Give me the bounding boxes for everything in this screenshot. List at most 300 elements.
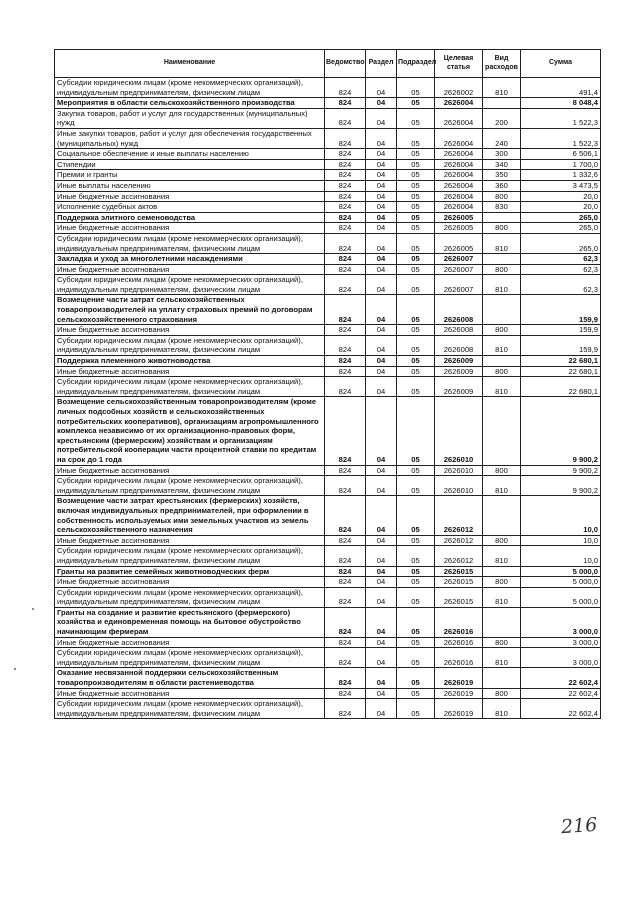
- cell-subsection: 05: [397, 377, 435, 397]
- table-row: [55, 295, 601, 325]
- cell-target: 2626019: [435, 668, 483, 688]
- cell-subsection: 05: [397, 264, 435, 275]
- table-row: [55, 212, 601, 223]
- header-section: Раздел: [366, 50, 397, 78]
- cell-sum: 62,3: [521, 264, 601, 275]
- cell-subsection: 05: [397, 465, 435, 476]
- cell-name: Иные бюджетные ассигнования: [55, 688, 325, 699]
- cell-name: Субсидии юридическим лицам (кроме некоммерческих организаций), индивидуальным предпринимателям, физическим лицам: [55, 233, 325, 253]
- cell-subsection: 05: [397, 397, 435, 465]
- cell-subsection: 05: [397, 233, 435, 253]
- cell-sum: 5 000,0: [521, 566, 601, 577]
- cell-sum: 5 000,0: [521, 577, 601, 588]
- cell-section: 04: [366, 496, 397, 535]
- cell-name: Субсидии юридическим лицам (кроме некоммерческих организаций), индивидуальным предпринимателям, физическим лицам: [55, 275, 325, 295]
- cell-dept: 824: [325, 191, 366, 202]
- cell-name: Премии и гранты: [55, 170, 325, 181]
- table-row: [55, 264, 601, 275]
- cell-subsection: 05: [397, 78, 435, 98]
- cell-dept: 824: [325, 637, 366, 648]
- cell-section: 04: [366, 78, 397, 98]
- cell-section: 04: [366, 577, 397, 588]
- cell-sum: 1 700,0: [521, 159, 601, 170]
- cell-type: 810: [483, 648, 521, 668]
- cell-target: 2626012: [435, 546, 483, 566]
- cell-section: 04: [366, 688, 397, 699]
- cell-sum: 10,0: [521, 546, 601, 566]
- cell-subsection: 05: [397, 699, 435, 719]
- scan-speck: [14, 668, 16, 670]
- cell-section: 04: [366, 170, 397, 181]
- cell-sum: 265,0: [521, 233, 601, 253]
- cell-target: 2626010: [435, 397, 483, 465]
- cell-sum: 22 680,1: [521, 377, 601, 397]
- cell-section: 04: [366, 566, 397, 577]
- cell-sum: 6 506,1: [521, 149, 601, 160]
- table-row: [55, 546, 601, 566]
- cell-name: Субсидии юридическим лицам (кроме некоммерческих организаций), индивидуальным предпринимателям, физическим лицам: [55, 587, 325, 607]
- cell-section: 04: [366, 668, 397, 688]
- cell-target: 2626019: [435, 699, 483, 719]
- cell-sum: 265,0: [521, 223, 601, 234]
- table-row: [55, 254, 601, 265]
- cell-dept: 824: [325, 465, 366, 476]
- header-sum: Сумма: [521, 50, 601, 78]
- cell-target: 2626007: [435, 254, 483, 265]
- cell-dept: 824: [325, 180, 366, 191]
- cell-section: 04: [366, 128, 397, 148]
- cell-dept: 824: [325, 108, 366, 128]
- cell-sum: 1 332,6: [521, 170, 601, 181]
- cell-target: 2626010: [435, 465, 483, 476]
- cell-sum: 3 000,0: [521, 607, 601, 637]
- cell-dept: 824: [325, 397, 366, 465]
- cell-type: [483, 607, 521, 637]
- cell-section: 04: [366, 275, 397, 295]
- cell-dept: 824: [325, 648, 366, 668]
- cell-dept: 824: [325, 607, 366, 637]
- page-number-handwritten: 216: [560, 813, 598, 839]
- table-row: [55, 688, 601, 699]
- cell-section: 04: [366, 366, 397, 377]
- cell-dept: 824: [325, 356, 366, 367]
- cell-section: 04: [366, 587, 397, 607]
- cell-subsection: 05: [397, 366, 435, 377]
- cell-name: Иные бюджетные ассигнования: [55, 191, 325, 202]
- cell-subsection: 05: [397, 325, 435, 336]
- table-row: [55, 577, 601, 588]
- cell-section: 04: [366, 108, 397, 128]
- cell-name: Иные выплаты населению: [55, 180, 325, 191]
- cell-name: Закладка и уход за многолетними насаждениями: [55, 254, 325, 265]
- cell-sum: 265,0: [521, 212, 601, 223]
- cell-sum: 62,3: [521, 275, 601, 295]
- cell-sum: 10,0: [521, 496, 601, 535]
- cell-dept: 824: [325, 366, 366, 377]
- cell-target: 2626004: [435, 170, 483, 181]
- cell-dept: 824: [325, 295, 366, 325]
- table-row: [55, 356, 601, 367]
- cell-name: Поддержка племенного животноводства: [55, 356, 325, 367]
- cell-sum: 22 602,4: [521, 688, 601, 699]
- table-row: [55, 108, 601, 128]
- table-row: [55, 397, 601, 465]
- cell-dept: 824: [325, 212, 366, 223]
- cell-section: 04: [366, 648, 397, 668]
- cell-type: 810: [483, 546, 521, 566]
- cell-target: 2626015: [435, 577, 483, 588]
- cell-section: 04: [366, 699, 397, 719]
- cell-section: 04: [366, 535, 397, 546]
- table-row: [55, 202, 601, 213]
- cell-dept: 824: [325, 546, 366, 566]
- cell-target: 2626012: [435, 535, 483, 546]
- cell-dept: 824: [325, 476, 366, 496]
- cell-dept: 824: [325, 275, 366, 295]
- table-row: [55, 325, 601, 336]
- table-row: [55, 699, 601, 719]
- cell-sum: 5 000,0: [521, 587, 601, 607]
- cell-name: Социальное обеспечение и иные выплаты населению: [55, 149, 325, 160]
- cell-dept: 824: [325, 202, 366, 213]
- cell-type: 800: [483, 191, 521, 202]
- cell-type: 810: [483, 699, 521, 719]
- cell-name: Исполнение судебных актов: [55, 202, 325, 213]
- cell-type: 800: [483, 223, 521, 234]
- cell-name: Субсидии юридическим лицам (кроме некоммерческих организаций), индивидуальным предпринимателям, физическим лицам: [55, 648, 325, 668]
- cell-type: [483, 397, 521, 465]
- table-row: [55, 366, 601, 377]
- cell-type: [483, 356, 521, 367]
- cell-type: 810: [483, 233, 521, 253]
- table-row: [55, 476, 601, 496]
- cell-type: 200: [483, 108, 521, 128]
- cell-dept: 824: [325, 688, 366, 699]
- cell-subsection: 05: [397, 128, 435, 148]
- cell-target: 2626009: [435, 377, 483, 397]
- cell-target: 2626004: [435, 108, 483, 128]
- cell-name: Иные закупки товаров, работ и услуг для обеспечения государственных (муниципальных) нужд: [55, 128, 325, 148]
- cell-subsection: 05: [397, 149, 435, 160]
- cell-subsection: 05: [397, 637, 435, 648]
- cell-sum: 1 522,3: [521, 108, 601, 128]
- cell-dept: 824: [325, 335, 366, 355]
- cell-sum: 3 000,0: [521, 648, 601, 668]
- cell-section: 04: [366, 159, 397, 170]
- cell-dept: 824: [325, 98, 366, 109]
- cell-type: 800: [483, 325, 521, 336]
- cell-section: 04: [366, 180, 397, 191]
- table-row: [55, 149, 601, 160]
- cell-type: 810: [483, 476, 521, 496]
- table-row: [55, 465, 601, 476]
- cell-type: 810: [483, 275, 521, 295]
- cell-target: 2626004: [435, 159, 483, 170]
- cell-target: 2626008: [435, 335, 483, 355]
- cell-target: 2626016: [435, 637, 483, 648]
- cell-type: 800: [483, 688, 521, 699]
- cell-target: 2626015: [435, 566, 483, 577]
- cell-subsection: 05: [397, 191, 435, 202]
- cell-section: 04: [366, 254, 397, 265]
- cell-type: 240: [483, 128, 521, 148]
- cell-section: 04: [366, 325, 397, 336]
- cell-name: Возмещение части затрат крестьянских (фермерских) хозяйств, включая индивидуальных предпринимателей, при оформлении в собственность используемых ими земельных участков из земель сельскохозяйственного назначения: [55, 496, 325, 535]
- cell-name: Иные бюджетные ассигнования: [55, 535, 325, 546]
- cell-type: 800: [483, 535, 521, 546]
- cell-section: 04: [366, 264, 397, 275]
- cell-target: 2626004: [435, 180, 483, 191]
- cell-dept: 824: [325, 535, 366, 546]
- cell-name: Иные бюджетные ассигнования: [55, 577, 325, 588]
- cell-subsection: 05: [397, 546, 435, 566]
- cell-section: 04: [366, 476, 397, 496]
- cell-section: 04: [366, 191, 397, 202]
- cell-type: 360: [483, 180, 521, 191]
- cell-subsection: 05: [397, 577, 435, 588]
- cell-type: 800: [483, 366, 521, 377]
- table-row: [55, 648, 601, 668]
- cell-section: 04: [366, 397, 397, 465]
- cell-type: 800: [483, 637, 521, 648]
- table-row: [55, 668, 601, 688]
- table-header-row: [55, 50, 601, 78]
- cell-section: 04: [366, 546, 397, 566]
- cell-target: 2626005: [435, 212, 483, 223]
- cell-dept: 824: [325, 577, 366, 588]
- cell-name: Субсидии юридическим лицам (кроме некоммерческих организаций), индивидуальным предпринимателям, физическим лицам: [55, 377, 325, 397]
- table-row: [55, 335, 601, 355]
- table-row: [55, 170, 601, 181]
- cell-name: Стипендии: [55, 159, 325, 170]
- cell-dept: 824: [325, 223, 366, 234]
- cell-target: 2626016: [435, 607, 483, 637]
- table-row: [55, 275, 601, 295]
- cell-section: 04: [366, 233, 397, 253]
- table-row: [55, 223, 601, 234]
- cell-name: Мероприятия в области сельскохозяйственного производства: [55, 98, 325, 109]
- cell-type: 800: [483, 264, 521, 275]
- cell-sum: 3 473,5: [521, 180, 601, 191]
- header-target: Целевая статья: [435, 50, 483, 78]
- cell-dept: 824: [325, 587, 366, 607]
- cell-target: 2626012: [435, 496, 483, 535]
- cell-type: 800: [483, 465, 521, 476]
- cell-target: 2626002: [435, 78, 483, 98]
- cell-section: 04: [366, 335, 397, 355]
- cell-section: 04: [366, 356, 397, 367]
- cell-type: 810: [483, 335, 521, 355]
- cell-type: 300: [483, 149, 521, 160]
- cell-subsection: 05: [397, 295, 435, 325]
- cell-target: 2626004: [435, 128, 483, 148]
- cell-name: Гранты на создание и развитие крестьянского (фермерского) хозяйства и единовременная помощь на бытовое обустройство начинающим фермерам: [55, 607, 325, 637]
- cell-type: 830: [483, 202, 521, 213]
- cell-target: 2626004: [435, 202, 483, 213]
- cell-sum: 62,3: [521, 254, 601, 265]
- cell-sum: 3 000,0: [521, 637, 601, 648]
- table-row: [55, 566, 601, 577]
- cell-target: 2626007: [435, 275, 483, 295]
- cell-section: 04: [366, 202, 397, 213]
- cell-subsection: 05: [397, 159, 435, 170]
- cell-section: 04: [366, 212, 397, 223]
- table-row: [55, 496, 601, 535]
- cell-sum: 22 602,4: [521, 668, 601, 688]
- cell-sum: 491,4: [521, 78, 601, 98]
- cell-name: Иные бюджетные ассигнования: [55, 366, 325, 377]
- cell-target: 2626016: [435, 648, 483, 668]
- cell-name: Возмещение части затрат сельскохозяйственных товаропроизводителей на уплату страховых премий по договорам сельскохозяйственного страхования: [55, 295, 325, 325]
- cell-dept: 824: [325, 170, 366, 181]
- table-row: [55, 98, 601, 109]
- cell-name: Иные бюджетные ассигнования: [55, 465, 325, 476]
- cell-name: Закупка товаров, работ и услуг для государственных (муниципальных) нужд: [55, 108, 325, 128]
- table-row: [55, 535, 601, 546]
- cell-subsection: 05: [397, 275, 435, 295]
- cell-name: Иные бюджетные ассигнования: [55, 325, 325, 336]
- cell-subsection: 05: [397, 335, 435, 355]
- cell-target: 2626004: [435, 98, 483, 109]
- table-row: [55, 159, 601, 170]
- cell-sum: 1 522,3: [521, 128, 601, 148]
- cell-subsection: 05: [397, 202, 435, 213]
- cell-subsection: 05: [397, 356, 435, 367]
- cell-type: 810: [483, 587, 521, 607]
- cell-dept: 824: [325, 233, 366, 253]
- cell-subsection: 05: [397, 170, 435, 181]
- header-subsection: Подраздел: [397, 50, 435, 78]
- table-row: [55, 587, 601, 607]
- table-row: [55, 607, 601, 637]
- cell-name: Оказание несвязанной поддержки сельскохозяйственным товаропроизводителям в области растениеводства: [55, 668, 325, 688]
- cell-subsection: 05: [397, 688, 435, 699]
- cell-target: 2626009: [435, 366, 483, 377]
- cell-name: Поддержка элитного семеноводства: [55, 212, 325, 223]
- cell-dept: 824: [325, 325, 366, 336]
- cell-section: 04: [366, 98, 397, 109]
- cell-dept: 824: [325, 149, 366, 160]
- table-row: [55, 637, 601, 648]
- cell-subsection: 05: [397, 254, 435, 265]
- cell-type: [483, 668, 521, 688]
- cell-name: Субсидии юридическим лицам (кроме некоммерческих организаций), индивидуальным предпринимателям, физическим лицам: [55, 476, 325, 496]
- cell-section: 04: [366, 465, 397, 476]
- cell-dept: 824: [325, 377, 366, 397]
- cell-subsection: 05: [397, 587, 435, 607]
- table-row: [55, 180, 601, 191]
- cell-type: 810: [483, 78, 521, 98]
- cell-sum: 10,0: [521, 535, 601, 546]
- table-row: [55, 233, 601, 253]
- cell-sum: 9 900,2: [521, 397, 601, 465]
- cell-sum: 159,9: [521, 335, 601, 355]
- table-row: [55, 377, 601, 397]
- cell-dept: 824: [325, 264, 366, 275]
- cell-type: [483, 254, 521, 265]
- cell-dept: 824: [325, 78, 366, 98]
- cell-target: 2626009: [435, 356, 483, 367]
- cell-section: 04: [366, 377, 397, 397]
- cell-sum: 9 900,2: [521, 476, 601, 496]
- cell-target: 2626015: [435, 587, 483, 607]
- header-name: Наименование: [55, 50, 325, 78]
- cell-name: Субсидии юридическим лицам (кроме некоммерческих организаций), индивидуальным предпринимателям, физическим лицам: [55, 546, 325, 566]
- cell-type: [483, 496, 521, 535]
- cell-type: 350: [483, 170, 521, 181]
- cell-subsection: 05: [397, 668, 435, 688]
- cell-dept: 824: [325, 159, 366, 170]
- cell-sum: 20,0: [521, 202, 601, 213]
- cell-dept: 824: [325, 668, 366, 688]
- cell-sum: 20,0: [521, 191, 601, 202]
- cell-sum: 22 680,1: [521, 366, 601, 377]
- scan-speck: [32, 608, 34, 610]
- cell-subsection: 05: [397, 212, 435, 223]
- cell-name: Иные бюджетные ассигнования: [55, 264, 325, 275]
- budget-table: [54, 49, 601, 719]
- cell-name: Возмещение сельскохозяйственным товаропроизводителям (кроме личных подсобных хозяйств и сельскохозяйственных потребительских кооперативов), организациям агропромышленного комплекса независимо от их организационно-правовых форм, крестьянским (фермерским) хозяйствам и организациям потребительской кооперации части процентной ставки по кредитам на срок до 1 года: [55, 397, 325, 465]
- cell-target: 2626019: [435, 688, 483, 699]
- cell-dept: 824: [325, 699, 366, 719]
- header-dept: Ведомство: [325, 50, 366, 78]
- table-row: [55, 128, 601, 148]
- cell-type: 800: [483, 577, 521, 588]
- cell-subsection: 05: [397, 98, 435, 109]
- cell-target: 2626005: [435, 223, 483, 234]
- cell-section: 04: [366, 149, 397, 160]
- cell-target: 2626010: [435, 476, 483, 496]
- cell-subsection: 05: [397, 223, 435, 234]
- cell-subsection: 05: [397, 180, 435, 191]
- cell-name: Иные бюджетные ассигнования: [55, 223, 325, 234]
- cell-dept: 824: [325, 128, 366, 148]
- cell-subsection: 05: [397, 648, 435, 668]
- cell-section: 04: [366, 607, 397, 637]
- cell-sum: 22 680,1: [521, 356, 601, 367]
- cell-subsection: 05: [397, 108, 435, 128]
- cell-type: [483, 212, 521, 223]
- cell-target: 2626008: [435, 295, 483, 325]
- cell-type: 810: [483, 377, 521, 397]
- cell-name: Субсидии юридическим лицам (кроме некоммерческих организаций), индивидуальным предпринимателям, физическим лицам: [55, 699, 325, 719]
- cell-sum: 9 900,2: [521, 465, 601, 476]
- cell-name: Гранты на развитие семейных животноводческих ферм: [55, 566, 325, 577]
- cell-sum: 22 602,4: [521, 699, 601, 719]
- cell-dept: 824: [325, 566, 366, 577]
- cell-dept: 824: [325, 496, 366, 535]
- cell-subsection: 05: [397, 535, 435, 546]
- cell-section: 04: [366, 295, 397, 325]
- cell-target: 2626005: [435, 233, 483, 253]
- cell-type: 340: [483, 159, 521, 170]
- cell-sum: 8 048,4: [521, 98, 601, 109]
- header-type: Вид расходов: [483, 50, 521, 78]
- cell-target: 2626004: [435, 191, 483, 202]
- cell-type: [483, 566, 521, 577]
- table-row: [55, 78, 601, 98]
- cell-subsection: 05: [397, 496, 435, 535]
- cell-sum: 159,9: [521, 295, 601, 325]
- cell-sum: 159,9: [521, 325, 601, 336]
- cell-type: [483, 98, 521, 109]
- cell-dept: 824: [325, 254, 366, 265]
- cell-target: 2626004: [435, 149, 483, 160]
- cell-subsection: 05: [397, 607, 435, 637]
- cell-name: Субсидии юридическим лицам (кроме некоммерческих организаций), индивидуальным предпринимателям, физическим лицам: [55, 335, 325, 355]
- cell-type: [483, 295, 521, 325]
- cell-section: 04: [366, 223, 397, 234]
